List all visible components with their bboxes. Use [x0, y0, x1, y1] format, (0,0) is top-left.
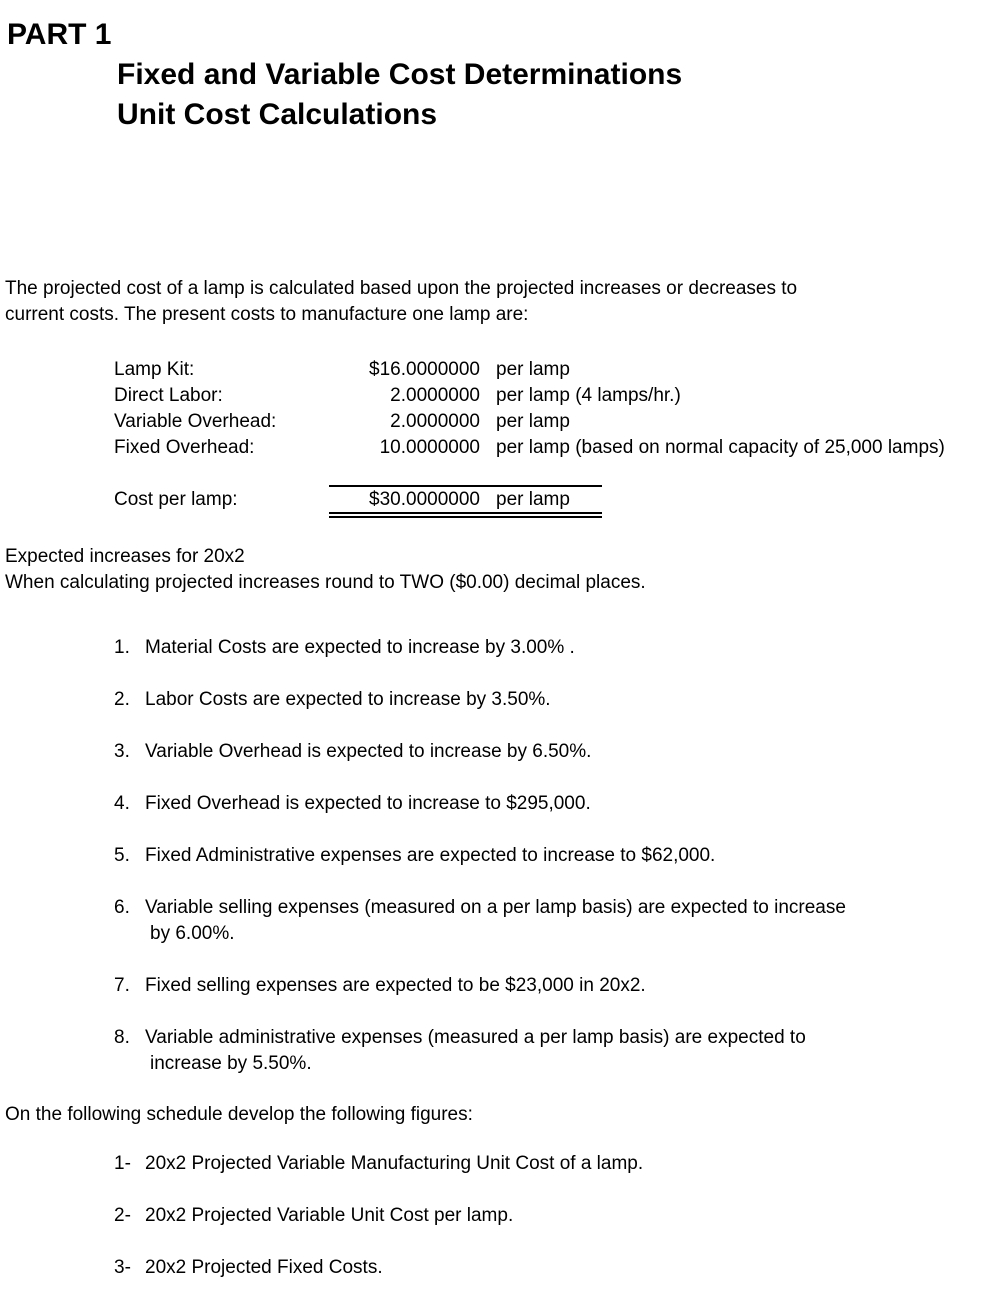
increases-heading: [5, 544, 646, 596]
increase-item-text: Variable Overhead is expected to increase by 6.50%.: [145, 741, 592, 762]
schedule-item-text: 20x2 Projected Variable Unit Cost per lamp.: [145, 1205, 514, 1226]
page-title: Fixed and Variable Cost Determinations: [117, 58, 683, 91]
cost-label-lamp-kit: Lamp Kit:: [114, 359, 195, 380]
part-label: PART 1: [7, 18, 112, 51]
increase-item-text: Variable administrative expenses (measured a per lamp basis) are expected to: [145, 1027, 806, 1048]
total-top-rule: [329, 485, 602, 487]
schedule-item-number: 1-: [114, 1153, 131, 1174]
total-amount: $30.0000000: [369, 489, 480, 510]
increase-item-text: Fixed selling expenses are expected to be $23,000 in 20x2.: [145, 975, 646, 996]
increase-item-number: 3.: [114, 741, 130, 762]
increase-item-number: 5.: [114, 845, 130, 866]
increases-note: When calculating projected increases round to TWO ($0.00) decimal places.: [5, 572, 646, 593]
cost-unit-direct-labor: per lamp (4 lamps/hr.): [496, 385, 681, 406]
schedule-heading: On the following schedule develop the following figures:: [5, 1104, 473, 1125]
total-label: Cost per lamp:: [114, 489, 238, 510]
schedule-item-text: 20x2 Projected Fixed Costs.: [145, 1257, 383, 1278]
increase-item-text: Fixed Administrative expenses are expected to increase to $62,000.: [145, 845, 716, 866]
increase-item-continuation: by 6.00%.: [150, 923, 235, 944]
increase-item-number: 2.: [114, 689, 130, 710]
increase-item-text: Material Costs are expected to increase by 3.00% .: [145, 637, 575, 658]
increase-item-number: 4.: [114, 793, 130, 814]
intro-line: The projected cost of a lamp is calculated based upon the projected increases or decreases to: [5, 278, 798, 299]
increases-title: Expected increases for 20x2: [5, 546, 245, 567]
increase-item-number: 6.: [114, 897, 130, 918]
intro-line: current costs. The present costs to manufacture one lamp are:: [5, 304, 529, 325]
schedule-item-number: 3-: [114, 1257, 131, 1278]
increase-item-text: Variable selling expenses (measured on a per lamp basis) are expected to increase: [145, 897, 846, 918]
increase-item-continuation: increase by 5.50%.: [150, 1053, 312, 1074]
cost-label-variable-overhead: Variable Overhead:: [114, 411, 277, 432]
increase-item-number: 8.: [114, 1027, 130, 1048]
schedule-item-text: 20x2 Projected Variable Manufacturing Unit Cost of a lamp.: [145, 1153, 644, 1174]
cost-unit-variable-overhead: per lamp: [496, 411, 570, 432]
total-unit: per lamp: [496, 489, 570, 510]
cost-label-direct-labor: Direct Labor:: [114, 385, 223, 406]
schedule-item-number: 2-: [114, 1205, 131, 1226]
cost-unit-lamp-kit: per lamp: [496, 359, 570, 380]
increase-item-number: 1.: [114, 637, 130, 658]
cost-label-fixed-overhead: Fixed Overhead:: [114, 437, 255, 458]
cost-unit-fixed-overhead: per lamp (based on normal capacity of 25,000 lamps): [496, 437, 945, 458]
cost-amount-fixed-overhead: 10.0000000: [379, 437, 480, 458]
total-double-rule: [329, 512, 602, 514]
cost-amount-lamp-kit: $16.0000000: [369, 359, 480, 380]
increase-item-text: Labor Costs are expected to increase by 3.50%.: [145, 689, 551, 710]
increase-item-number: 7.: [114, 975, 130, 996]
cost-amount-direct-labor: 2.0000000: [390, 385, 480, 406]
cost-amount-variable-overhead: 2.0000000: [390, 411, 480, 432]
total-double-rule: [329, 516, 602, 518]
page-subtitle: Unit Cost Calculations: [117, 98, 438, 131]
intro-paragraph: [5, 276, 797, 328]
increase-item-text: Fixed Overhead is expected to increase to $295,000.: [145, 793, 591, 814]
